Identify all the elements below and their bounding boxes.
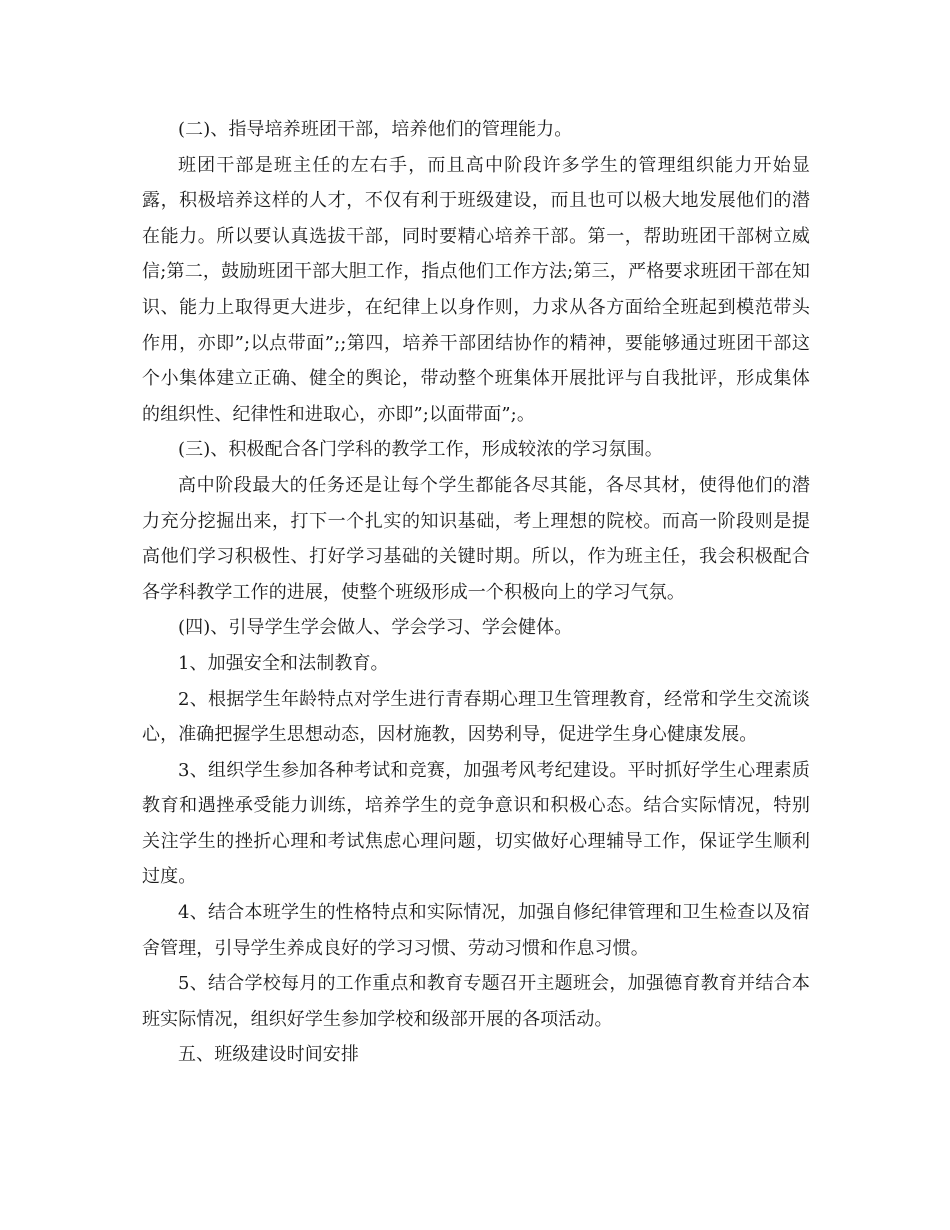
paragraph-learning-atmosphere: 高中阶段最大的任务还是让每个学生都能各尽其能，各尽其材，使得他们的潜力充分挖掘出来，打下一个扎实的知识基础，考上理想的院校。而高一阶段则是提高他们学习积极性、打好学习基础的关键时期。所以，作为班主任，我会积极配合各学科教学工作的进展，使整个班级形成一个积极向上的学习气氛。 <box>142 474 810 603</box>
list-item-3: 3、组织学生参加各种考试和竞赛，加强考风考纪建设。平时抓好学生心理素质教育和遇挫承受能力训练，培养学生的竞争意识和积极心态。结合实际情况，特别关注学生的挫折心理和考试焦虑心理问题，切实做好心理辅导工作，保证学生顺利过度。 <box>142 759 810 888</box>
list-item-1: 1、加强安全和法制教育。 <box>178 652 389 674</box>
paragraph-class-cadres: 班团干部是班主任的左右手，而且高中阶段许多学生的管理组织能力开始显露，积极培养这样的人才，不仅有利于班级建设，而且也可以极大地发展他们的潜在能力。所以要认真选拔干部，同时要精心培养干部。第一，帮助班团干部树立威信;第二，鼓励班团干部大胆工作，指点他们工作方法;第三，严格要求班团干部在知识、能力上取得更大进步，在纪律上以身作则，力求从各方面给全班起到模范带头作用，亦即”;以点带面”;;第四，培养干部团结协作的精神，要能够通过班团干部这个小集体建立正确、健全的舆论，带动整个班集体开展批评与自我批评，形成集体的组织性、纪律性和进取心，亦即”;以面带面”;。 <box>142 154 810 425</box>
section-heading-3: (三)、积极配合各门学科的教学工作，形成较浓的学习氛围。 <box>178 439 663 461</box>
list-item-4: 4、结合本班学生的性格特点和实际情况，加强自修纪律管理和卫生检查以及宿舍管理，引导学生养成良好的学习习惯、劳动习惯和作息习惯。 <box>142 902 810 959</box>
section-heading-4: (四)、引导学生学会做人、学会学习、学会健体。 <box>178 617 573 639</box>
section-heading-2: (二)、指导培养班团干部，培养他们的管理能力。 <box>178 119 573 140</box>
document-page <box>142 112 810 1073</box>
list-item-2: 2、根据学生年龄特点对学生进行青春期心理卫生管理教育，经常和学生交流谈心，准确把握学生思想动态，因材施教，因势利导，促进学生身心健康发展。 <box>142 688 810 746</box>
section-heading-5: 五、班级建设时间安排 <box>178 1044 359 1066</box>
list-item-5: 5、结合学校每月的工作重点和教育专题召开主题班会，加强德育教育并结合本班实际情况，组织好学生参加学校和级部开展的各项活动。 <box>142 973 810 1030</box>
